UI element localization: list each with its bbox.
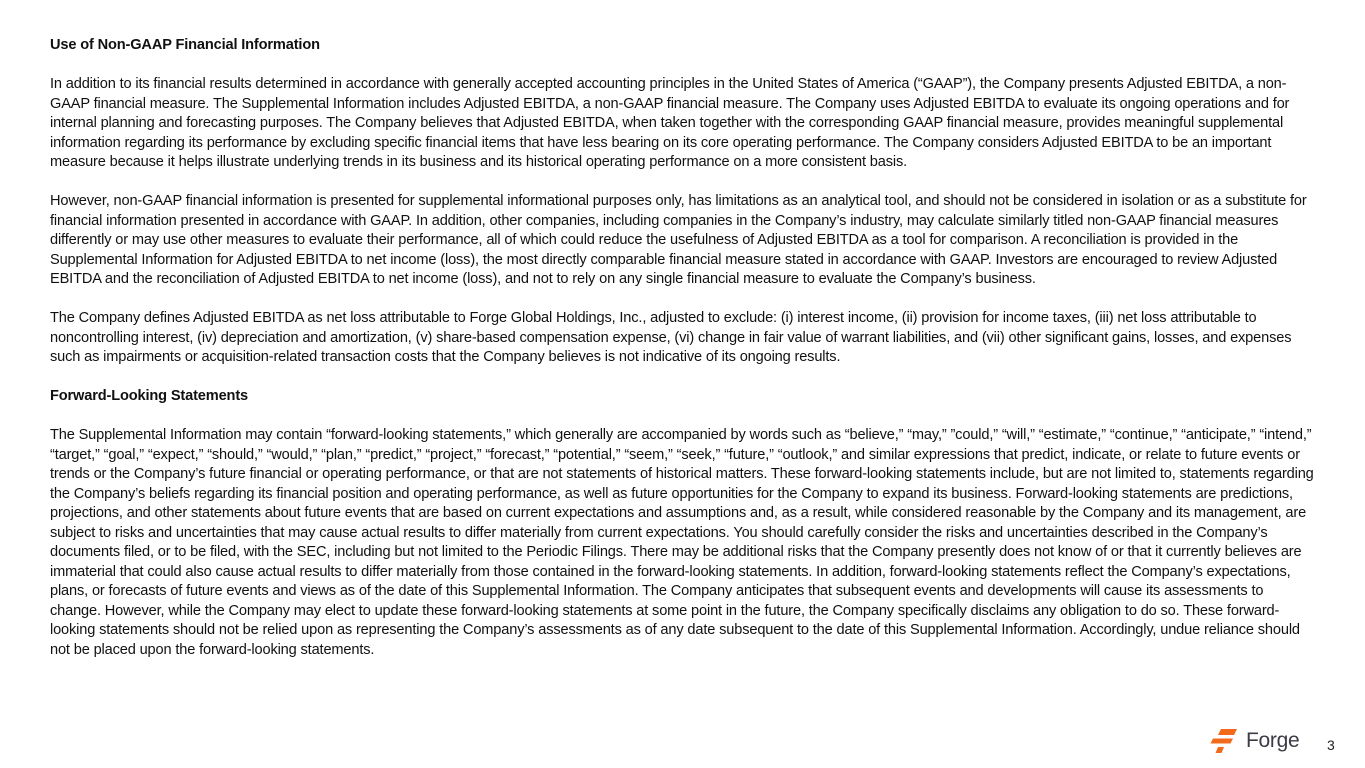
document-body (50, 36, 1318, 660)
paragraph-adjusted-ebitda-definition: The Company defines Adjusted EBITDA as net loss attributable to Forge Global Holdings, Inc., adjusted to exclude: (i) interest income, (ii) provision for income taxes, (iii) net loss attributable to noncontrolling interest, (iv) depreciation and amortization, (v) share-based compensation expense, (vi) change in fair value of warrant liabilities, and (vii) other significant gains, losses, and expenses such as impairments or acquisition-related transaction costs that the Company believes is not indicative of its ongoing results. (50, 310, 1292, 365)
paragraph-non-gaap-limitations: However, non-GAAP financial information is presented for supplemental informational purposes only, has limitations as an analytical tool, and should not be considered in isolation or as a substitute for financial information presented in accordance with GAAP. In addition, other companies, including companies in the Company’s industry, may calculate similarly titled non-GAAP financial measures differently or may use other measures to evaluate their performance, all of which could reduce the usefulness of Adjusted EBITDA as a tool for comparison. A reconciliation is provided in the Supplemental Information for Adjusted EBITDA to net income (loss), the most directly comparable financial measure stated in accordance with GAAP. Investors are encouraged to review Adjusted EBITDA and the reconciliation of Adjusted EBITDA to net income (loss), and not to rely on any single financial measure to evaluate the Company’s business. (50, 193, 1307, 287)
paragraph-non-gaap-intro: In addition to its financial results determined in accordance with generally accepted accounting principles in the United States of America (“GAAP”), the Company presents Adjusted EBITDA, a non-GAAP financial measure. The Supplemental Information includes Adjusted EBITDA, a non-GAAP financial measure. The Company uses Adjusted EBITDA to evaluate its ongoing operations and for internal planning and forecasting purposes. The Company believes that Adjusted EBITDA, when taken together with the corresponding GAAP financial measure, provides meaningful supplemental information regarding its performance by excluding specific financial items that have less bearing on its core operating performance. The Company considers Adjusted EBITDA to be an important measure because it helps illustrate underlying trends in its business and its historical operating performance on a more consistent basis. (50, 76, 1290, 170)
section-heading-forward-looking: Forward-Looking Statements (50, 388, 248, 404)
section-heading-non-gaap: Use of Non-GAAP Financial Information (50, 37, 320, 53)
forge-logo-text: Forge (1246, 729, 1300, 752)
page-number: 3 (1327, 737, 1335, 753)
forge-logo-icon (1210, 726, 1240, 756)
forge-logo (1210, 726, 1299, 756)
paragraph-forward-looking: The Supplemental Information may contain “forward-looking statements,” which generally are accompanied by words such as “believe,” “may,” ”could,” “will,” “estimate,” “continue,” “anticipate,” “intend,” “target,” “goal,” “expect,” “should,” “would,” “plan,” “predict,” “project,” “forecast,” “potential,” “seem,” “seek,” “future,” “outlook,” and similar expressions that predict, indicate, or relate to future events or trends or the Company’s future financial or operating performance, or that are not statements of historical matters. These forward-looking statements include, but are not limited to, statements regarding the Company’s beliefs regarding its financial position and operating performance, as well as future opportunities for the Company to expand its business. Forward-looking statements are predictions, projections, and other statements about future events that are based on current expectations and assumptions and, as a result, while considered reasonable by the Company and its management, are subject to risks and uncertainties that may cause actual results to differ materially from current expectations. You should carefully consider the risks and uncertainties described in the Company’s documents filed, or to be filed, with the SEC, including but not limited to the Periodic Filings. There may be additional risks that the Company presently does not know of or that it currently believes are immaterial that could also cause actual results to differ materially from those contained in the forward-looking statements. In addition, forward-looking statements reflect the Company’s expectations, plans, or forecasts of future events and views as of the date of this Supplemental Information. The Company anticipates that subsequent events and developments will cause its assessments to change. However, while the Company may elect to update these forward-looking statements at some point in the future, the Company specifically disclaims any obligation to do so. These forward-looking statements should not be relied upon as representing the Company’s assessments as of any date subsequent to the date of this Supplemental Information. Accordingly, undue reliance should not be placed upon the forward-looking statements. (50, 427, 1314, 658)
